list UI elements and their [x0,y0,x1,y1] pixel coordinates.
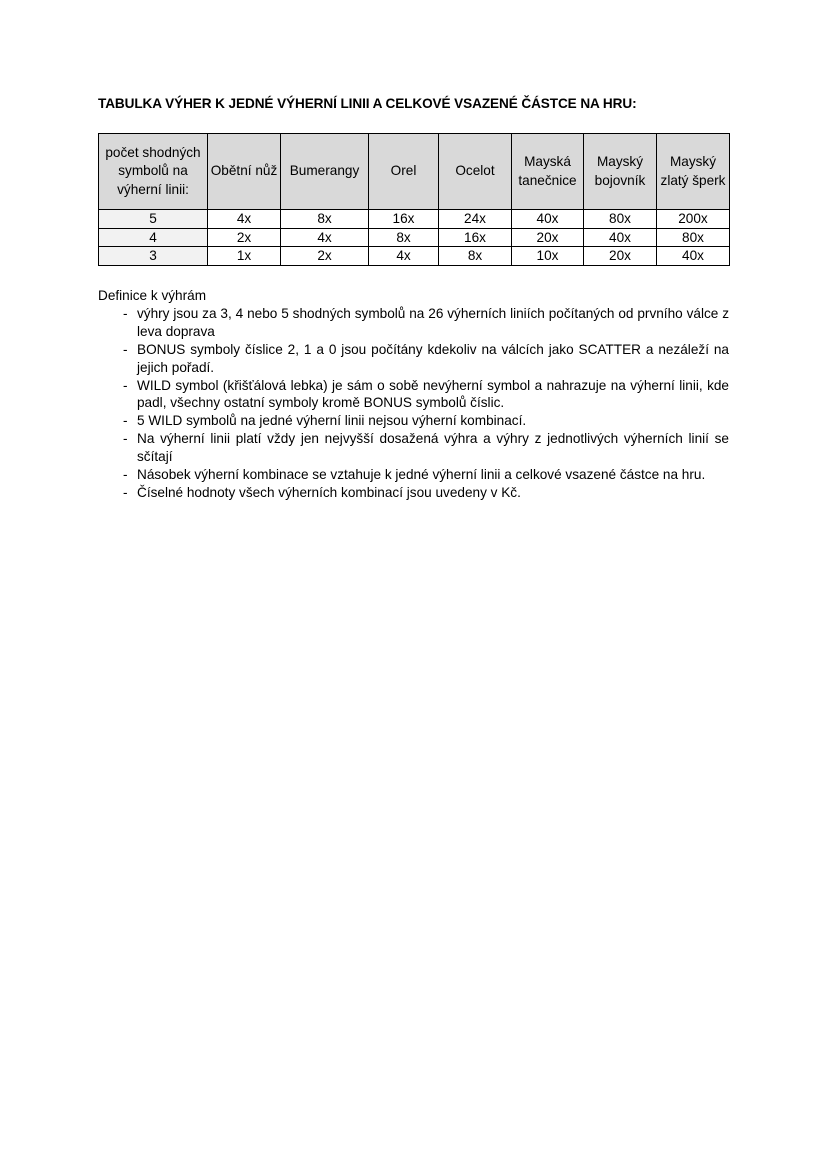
table-row [99,247,730,266]
list-item: - Na výherní linii platí vždy jen nejvyšší dosažená výhra a výhry z jednotlivých výherních linií se sčítají [98,430,729,466]
payout-cell: 8x [281,210,369,229]
definitions-heading: Definice k výhrám [98,288,207,303]
payout-table [98,133,730,266]
definitions-section [98,287,729,502]
payout-cell: 4x [208,210,281,229]
payout-cell: 4x [281,228,369,247]
payout-cell: 200x [657,210,730,229]
header-cell: Obětní nůž [208,134,281,210]
payout-cell: 40x [584,228,657,247]
payout-cell: 10x [512,247,584,266]
header-cell: Mayský zlatý šperk [657,134,730,210]
list-item: - Číselné hodnoty všech výherních kombinací jsou uvedeny v Kč. [98,484,729,502]
header-cell: Mayský bojovník [584,134,657,210]
payout-cell: 20x [512,228,584,247]
header-cell: Ocelot [439,134,512,210]
payout-cell: 80x [657,228,730,247]
symbol-count-cell: 4 [99,228,208,247]
payout-cell: 20x [584,247,657,266]
payout-cell: 1x [208,247,281,266]
payout-cell: 40x [657,247,730,266]
table-header-row [99,134,730,210]
list-item: - WILD symbol (křišťálová lebka) je sám o sobě nevýherní symbol a nahrazuje na výherní linii, kde padl, všechny ostatní symboly kromě BONUS symbolů číslic. [98,377,729,413]
list-item: - BONUS symboly číslice 2, 1 a 0 jsou počítány kdekoliv na válcích jako SCATTER a nezáleží na jejich pořadí. [98,341,729,377]
list-item: - Násobek výherní kombinace se vztahuje k jedné výherní linii a celkové vsazené částce na hru. [98,466,729,484]
payout-cell: 8x [439,247,512,266]
list-item: - výhry jsou za 3, 4 nebo 5 shodných symbolů na 26 výherních liniích počítaných od prvního válce z leva doprava [98,305,729,341]
header-cell: Bumerangy [281,134,369,210]
definitions-list [98,305,729,502]
table-row [99,228,730,247]
payout-cell: 16x [439,228,512,247]
page-title: TABULKA VÝHER K JEDNÉ VÝHERNÍ LINII A CELKOVÉ VSAZENÉ ČÁSTCE NA HRU: [98,96,637,111]
payout-cell: 8x [369,228,439,247]
payout-cell: 16x [369,210,439,229]
header-cell: Orel [369,134,439,210]
payout-cell: 2x [208,228,281,247]
header-cell: Mayská tanečnice [512,134,584,210]
symbol-count-cell: 5 [99,210,208,229]
payout-cell: 24x [439,210,512,229]
payout-cell: 2x [281,247,369,266]
payout-cell: 80x [584,210,657,229]
payout-cell: 4x [369,247,439,266]
list-item: - 5 WILD symbolů na jedné výherní linii nejsou výherní kombinací. [98,412,729,430]
header-cell: počet shodných symbolů na výherní linii: [99,134,208,210]
payout-cell: 40x [512,210,584,229]
table-row [99,210,730,229]
symbol-count-cell: 3 [99,247,208,266]
